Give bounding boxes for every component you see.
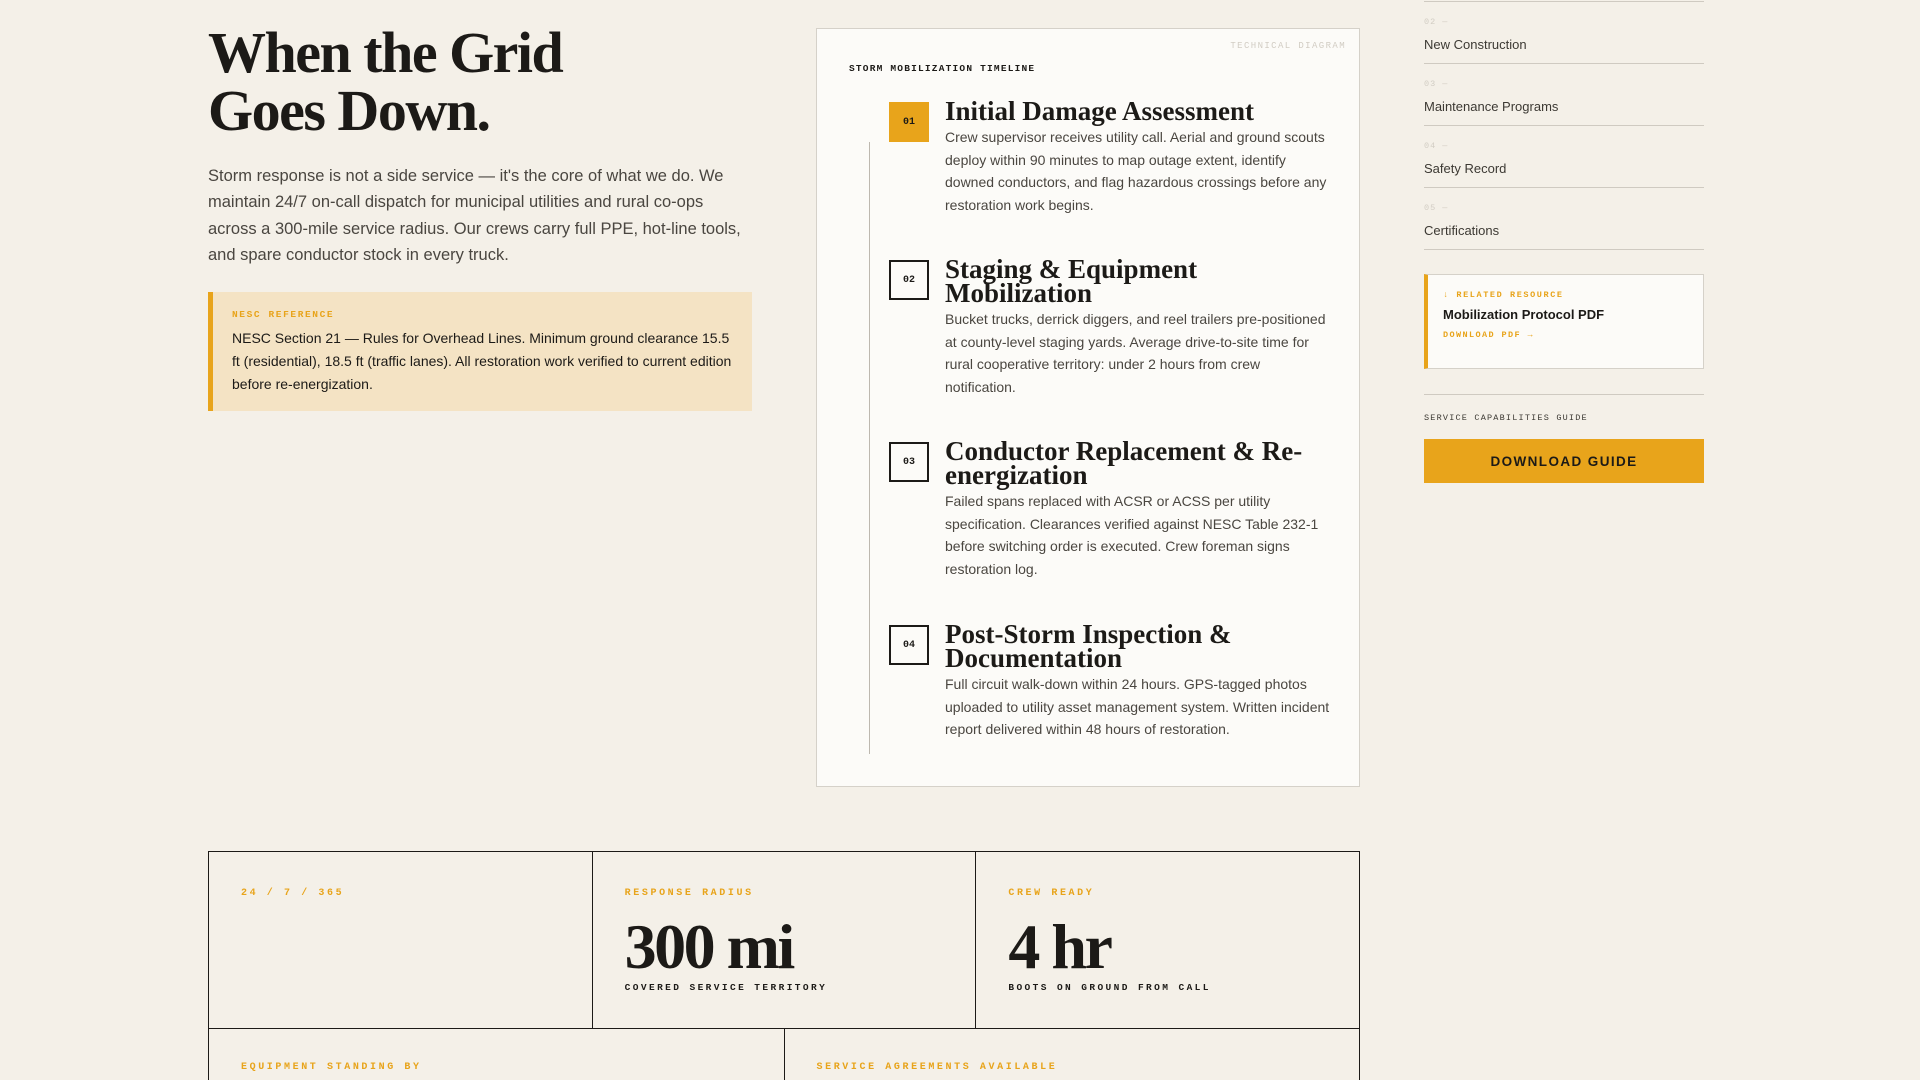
resource-kicker: ↓ RELATED RESOURCE xyxy=(1443,290,1564,300)
page-title-line2: Goes Down. xyxy=(208,78,490,143)
related-resource-card xyxy=(1424,274,1704,369)
sidebar-item-label: Maintenance Programs xyxy=(1424,99,1559,114)
callout-text: NESC Section 21 — Rules for Overhead Lines. Minimum ground clearance 15.5 ft (residential), 18.5 ft (traffic lanes). All restoration work verified to current edition before re-energization. xyxy=(232,330,732,392)
page-title-line1: When the Grid xyxy=(208,20,563,85)
sidebar-item-label: New Construction xyxy=(1424,37,1527,52)
sidebar-item-number: 02 — xyxy=(1424,17,1449,27)
step-number-badge: 03 xyxy=(889,442,929,482)
stat-caption: COVERED SERVICE TERRITORY xyxy=(624,982,828,993)
timeline-step xyxy=(889,96,1329,217)
sidebar-divider xyxy=(1424,394,1704,395)
sidebar-item-safety-record[interactable] xyxy=(1424,126,1704,188)
stat-kicker: EQUIPMENT STANDING BY xyxy=(241,1062,422,1073)
sidebar-item-number: 04 — xyxy=(1424,141,1449,151)
timeline-step xyxy=(889,254,1329,399)
nesc-reference-callout xyxy=(208,292,752,411)
guide-label: SERVICE CAPABILITIES GUIDE xyxy=(1424,413,1588,423)
card-tag: TECHNICAL DIAGRAM xyxy=(1230,41,1346,51)
step-title: Conductor Replacement & Re-energization xyxy=(945,436,1303,490)
stat-value: 4 hr xyxy=(1008,911,1111,982)
stat-cell xyxy=(209,1028,785,1080)
step-description: Failed spans replaced with ACSR or ACSS per utility specification. Clearances verified against NESC Table 232-1 before switching order is executed. Crew foreman signs restoration log. xyxy=(945,493,1319,578)
resource-title: Mobilization Protocol PDF xyxy=(1443,307,1605,322)
stat-kicker: RESPONSE RADIUS xyxy=(624,888,754,899)
step-description: Full circuit walk-down within 24 hours. GPS-tagged photos uploaded to utility asset management system. Written incident report delivered within 48 hours of restoration. xyxy=(945,676,1330,738)
stat-caption: BOOTS ON GROUND FROM CALL xyxy=(1008,982,1211,993)
sidebar-item-label: Safety Record xyxy=(1424,161,1507,176)
timeline-line xyxy=(869,142,870,754)
step-title: Initial Damage Assessment xyxy=(945,96,1254,126)
timeline-title: STORM MOBILIZATION TIMELINE xyxy=(849,63,1036,74)
sidebar-item-label: Certifications xyxy=(1424,223,1500,238)
sidebar-item-certifications[interactable] xyxy=(1424,188,1704,250)
stat-cell xyxy=(209,852,593,1028)
timeline-step xyxy=(889,436,1329,581)
callout-label: NESC REFERENCE xyxy=(232,309,335,320)
step-title: Staging & Equipment Mobilization xyxy=(945,254,1198,308)
stat-cell xyxy=(593,852,977,1028)
stat-kicker: SERVICE AGREEMENTS AVAILABLE xyxy=(816,1062,1058,1073)
step-number-badge: 02 xyxy=(889,260,929,300)
stat-kicker: CREW READY xyxy=(1008,888,1095,899)
stat-value: 300 mi xyxy=(624,911,793,982)
step-description: Bucket trucks, derrick diggers, and reel trailers pre-positioned at county-level staging yards. Average drive-to-site time for rural cooperative territory: under 2 hours from crew notification. xyxy=(945,311,1326,396)
sidebar-item-number: 03 — xyxy=(1424,79,1449,89)
sidebar-item-new-construction[interactable] xyxy=(1424,2,1704,64)
stat-cell xyxy=(976,852,1359,1028)
timeline-card xyxy=(816,28,1360,787)
stats-grid xyxy=(208,851,1360,1029)
intro-paragraph: Storm response is not a side service — it's the core of what we do. We maintain 24/7 on-call dispatch for municipal utilities and rural co-ops across a 300-mile service radius. Our crews carry full PPE, hot-line tools, and spare conductor stock in every truck. xyxy=(208,167,741,264)
sidebar-item-number: 05 — xyxy=(1424,203,1449,213)
sidebar-item-maintenance-programs[interactable] xyxy=(1424,64,1704,126)
download-guide-button[interactable]: DOWNLOAD GUIDE xyxy=(1424,439,1704,483)
step-title: Post-Storm Inspection & Documentation xyxy=(945,619,1232,673)
page-title xyxy=(208,20,768,143)
step-number-badge: 01 xyxy=(889,102,929,142)
step-number-badge: 04 xyxy=(889,625,929,665)
stats-grid-row2 xyxy=(208,1028,1360,1080)
step-description: Crew supervisor receives utility call. Aerial and ground scouts deploy within 90 minutes to map outage extent, identify downed conductors, and flag hazardous crossings before any restoration work begins. xyxy=(945,129,1327,214)
download-pdf-link[interactable]: DOWNLOAD PDF → xyxy=(1443,330,1535,340)
stat-kicker: 24 / 7 / 365 xyxy=(241,888,345,899)
timeline-step xyxy=(889,619,1330,741)
stat-cell xyxy=(785,1028,1360,1080)
